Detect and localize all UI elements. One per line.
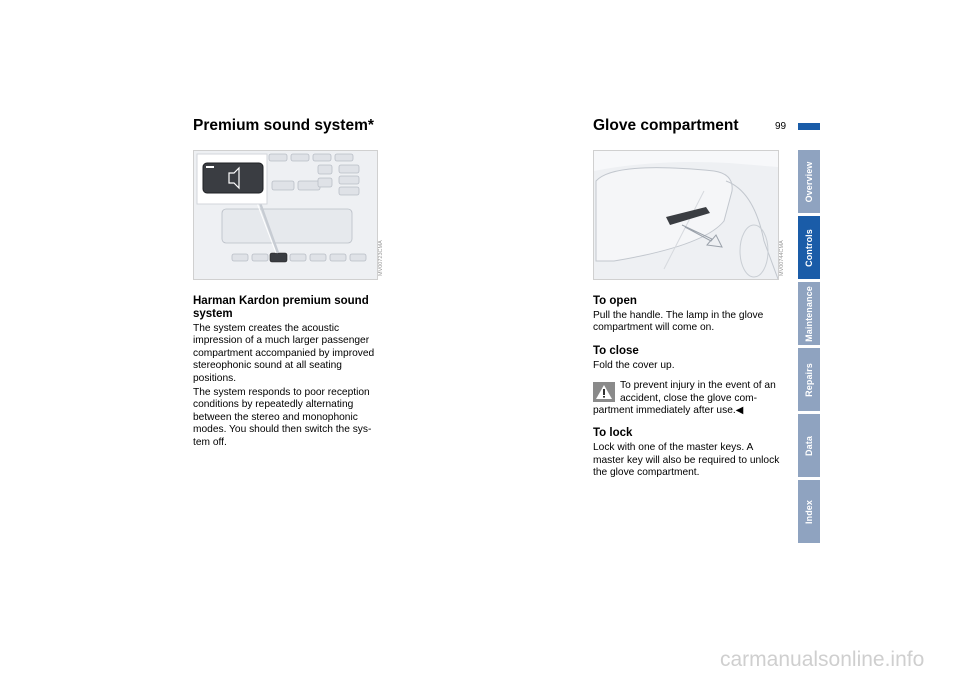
tab-repairs[interactable]: Repairs xyxy=(798,348,820,411)
to-open-heading: To open xyxy=(593,295,637,307)
tab-overview[interactable]: Overview xyxy=(798,150,820,213)
tab-data[interactable]: Data xyxy=(798,414,820,477)
left-figure-code: MV00723CMA xyxy=(378,240,384,276)
to-close-heading: To close xyxy=(593,344,639,357)
harman-kardon-heading: Harman Kardon premium sound system xyxy=(193,295,369,320)
warning-icon xyxy=(593,382,615,402)
warning-block xyxy=(593,380,783,417)
to-lock-heading: To lock xyxy=(593,427,633,440)
tab-controls[interactable]: Controls xyxy=(798,216,820,279)
left-column-text xyxy=(193,295,383,449)
left-page-title: Premium sound system* xyxy=(193,117,374,134)
glove-compartment-figure xyxy=(593,150,779,280)
footer-watermark[interactable]: carmanualsonline.info xyxy=(720,648,925,671)
to-open-text: Pull the handle. The lamp in the glove compartment will come on. xyxy=(593,310,764,334)
warning-text: To prevent injury in the event of an accident, close the glove com-partment immediately after use.◀ xyxy=(593,380,776,417)
right-figure-code: MV00744CMA xyxy=(779,240,785,276)
harman-kardon-paragraph-2: The system responds to poor reception conditions by repeatedly alternating between the stereo and monophonic modes. You should then switch the sys-tem off. xyxy=(193,387,372,448)
section-marker xyxy=(798,123,820,130)
glove-box-illustration xyxy=(594,151,778,279)
right-column-text xyxy=(593,295,783,480)
to-close-text: Fold the cover up. xyxy=(593,359,675,371)
page-number: 99 xyxy=(775,121,787,132)
dashboard-console-illustration xyxy=(194,151,377,279)
harman-kardon-paragraph-1: The system creates the acoustic impression of a much larger passenger compartment accompanied by improved stereophonic sound at all seating positions. xyxy=(193,323,375,384)
right-page-title: Glove compartment xyxy=(593,117,739,134)
tab-maintenance[interactable]: Maintenance xyxy=(798,282,820,345)
sound-system-figure xyxy=(193,150,378,280)
tab-index[interactable]: Index xyxy=(798,480,820,543)
to-lock-text: Lock with one of the master keys. A master key will also be required to unlock the glove compartment. xyxy=(593,442,780,479)
